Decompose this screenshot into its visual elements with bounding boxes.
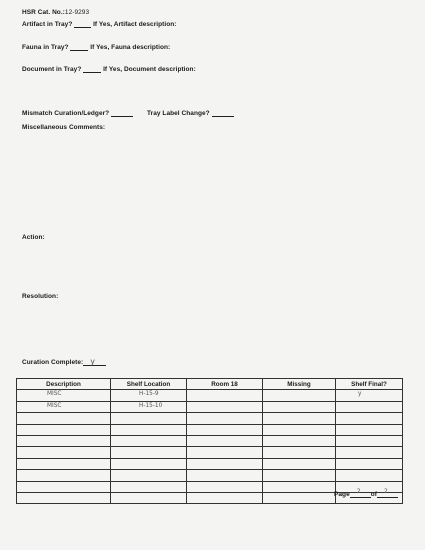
cell-room-18[interactable] (187, 390, 263, 401)
curation-table (16, 378, 403, 504)
cell-shelf-location[interactable] (111, 470, 187, 481)
catalog-value: 12-9293 (64, 9, 90, 16)
document-label: Document in Tray? (22, 66, 82, 73)
cell-room-18[interactable] (187, 447, 263, 458)
table-row (17, 401, 403, 412)
catalog-number (22, 9, 89, 16)
cell-shelf-location[interactable] (111, 447, 187, 458)
curation-complete-label: Curation Complete: (22, 359, 84, 366)
cell-text: H-15-9 (139, 391, 159, 398)
cell-shelf-final[interactable] (336, 390, 403, 401)
document-row (22, 65, 196, 73)
tray-label-label: Tray Label Change? (147, 110, 210, 117)
cell-room-18[interactable] (187, 481, 263, 492)
header-description: Description (17, 379, 111, 390)
curation-complete-row (22, 358, 106, 366)
cell-shelf-location[interactable] (111, 481, 187, 492)
cell-room-18[interactable] (187, 470, 263, 481)
artifact-label: Artifact in Tray? (22, 21, 73, 28)
document-blank[interactable] (83, 65, 101, 73)
artifact-row (22, 20, 177, 28)
curation-complete-blank[interactable] (83, 358, 106, 366)
page-label: Page (334, 491, 350, 498)
cell-text: MISC (47, 402, 62, 409)
cell-missing[interactable] (263, 458, 336, 469)
table-header-row (17, 379, 403, 390)
cell-shelf-final[interactable] (336, 447, 403, 458)
cell-description[interactable] (17, 435, 111, 446)
cell-missing[interactable] (263, 413, 336, 424)
page-counter (334, 490, 398, 498)
resolution-label: Resolution: (22, 293, 59, 300)
cell-description[interactable] (17, 424, 111, 435)
tray-label-row (147, 109, 234, 117)
document-desc-label: If Yes, Document description: (103, 66, 196, 73)
cell-shelf-final[interactable] (336, 413, 403, 424)
cell-room-18[interactable] (187, 492, 263, 503)
cell-shelf-location[interactable] (111, 413, 187, 424)
artifact-desc-label: If Yes, Artifact description: (93, 21, 177, 28)
catalog-label: HSR Cat. No.: (22, 9, 65, 16)
cell-room-18[interactable] (187, 401, 263, 412)
cell-description[interactable] (17, 481, 111, 492)
cell-description[interactable] (17, 492, 111, 503)
misc-comments-label: Miscellaneous Comments: (22, 124, 106, 131)
header-missing: Missing (263, 379, 336, 390)
mismatch-label: Mismatch Curation/Ledger? (22, 110, 110, 117)
curation-complete-value: y (90, 357, 96, 366)
cell-room-18[interactable] (187, 458, 263, 469)
cell-missing[interactable] (263, 435, 336, 446)
cell-shelf-final[interactable] (336, 470, 403, 481)
table-row (17, 424, 403, 435)
table-row (17, 390, 403, 401)
cell-room-18[interactable] (187, 435, 263, 446)
page-value: 2 (356, 488, 361, 495)
cell-shelf-location[interactable] (111, 390, 187, 401)
cell-description[interactable] (17, 470, 111, 481)
table-row (17, 470, 403, 481)
cell-shelf-location[interactable] (111, 492, 187, 503)
cell-description[interactable] (17, 458, 111, 469)
cell-missing[interactable] (263, 390, 336, 401)
cell-description[interactable] (17, 401, 111, 412)
cell-missing[interactable] (263, 481, 336, 492)
cell-shelf-final[interactable] (336, 424, 403, 435)
table-row (17, 447, 403, 458)
cell-shelf-location[interactable] (111, 458, 187, 469)
of-label: of (370, 491, 377, 498)
cell-description[interactable] (17, 390, 111, 401)
cell-room-18[interactable] (187, 413, 263, 424)
mismatch-blank[interactable] (111, 109, 133, 117)
header-room-18: Room 18 (187, 379, 263, 390)
cell-shelf-location[interactable] (111, 435, 187, 446)
cell-missing[interactable] (263, 470, 336, 481)
cell-text: y (358, 391, 362, 398)
fauna-blank[interactable] (70, 43, 88, 51)
fauna-row (22, 43, 170, 51)
cell-missing[interactable] (263, 401, 336, 412)
page-blank[interactable] (350, 490, 371, 498)
table-row (17, 458, 403, 469)
artifact-blank[interactable] (74, 20, 91, 28)
cell-text: MISC (47, 391, 62, 398)
cell-description[interactable] (17, 447, 111, 458)
of-value: 2 (384, 488, 388, 495)
mismatch-row (22, 109, 133, 117)
tray-label-blank[interactable] (212, 109, 234, 117)
fauna-label: Fauna in Tray? (22, 44, 69, 51)
cell-shelf-final[interactable] (336, 458, 403, 469)
fauna-desc-label: If Yes, Fauna description: (90, 44, 171, 51)
cell-shelf-location[interactable] (111, 424, 187, 435)
header-shelf-final: Shelf Final? (336, 379, 403, 390)
cell-shelf-final[interactable] (336, 401, 403, 412)
cell-missing[interactable] (263, 492, 336, 503)
cell-shelf-location[interactable] (111, 401, 187, 412)
cell-missing[interactable] (263, 424, 336, 435)
cell-description[interactable] (17, 413, 111, 424)
cell-text: H-15-10 (139, 402, 163, 409)
action-label: Action: (22, 234, 45, 241)
header-shelf-location: Shelf Location (111, 379, 187, 390)
cell-shelf-final[interactable] (336, 435, 403, 446)
cell-missing[interactable] (263, 447, 336, 458)
of-blank[interactable] (377, 490, 398, 498)
table-row (17, 413, 403, 424)
cell-room-18[interactable] (187, 424, 263, 435)
table-row (17, 435, 403, 446)
